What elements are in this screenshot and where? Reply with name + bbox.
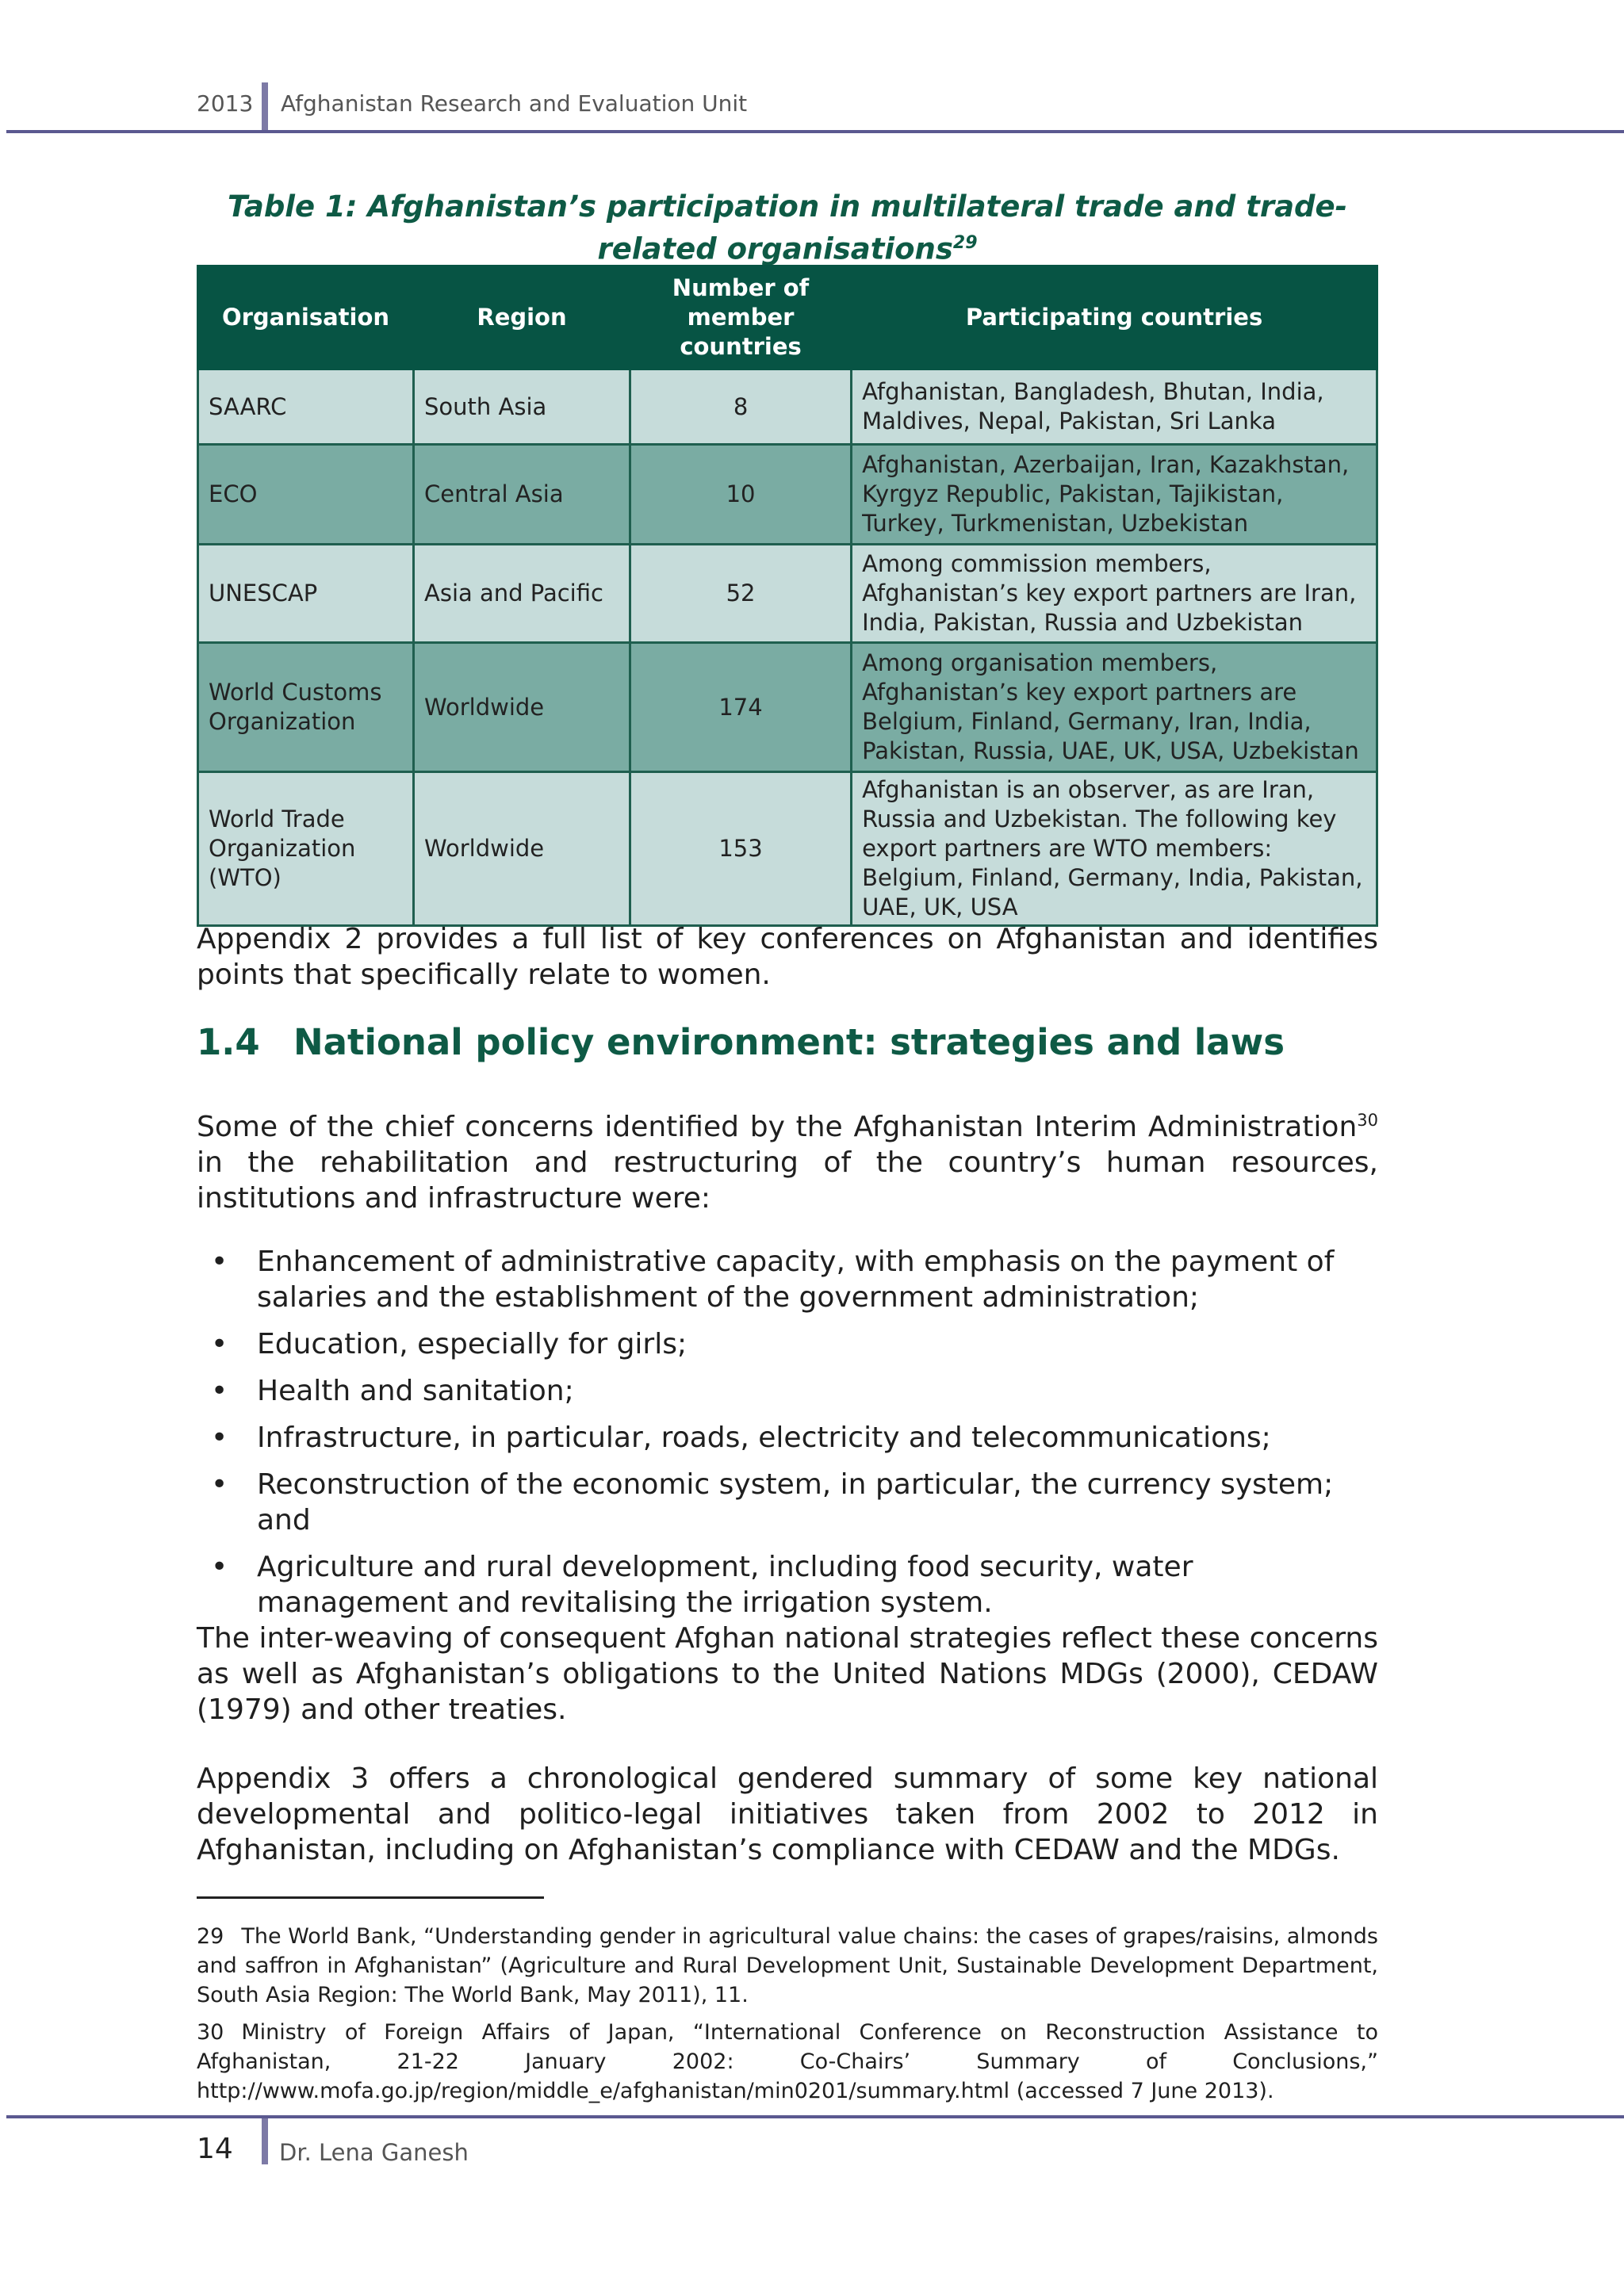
footer-author: Dr. Lena Ganesh	[279, 2139, 469, 2166]
concerns-list	[197, 1244, 1378, 1621]
header-rule	[6, 130, 1624, 133]
page-header	[0, 0, 1624, 133]
footnote-number: 30	[197, 2020, 224, 2045]
table-header-row	[198, 266, 1377, 369]
section-heading	[197, 1020, 1378, 1065]
table-caption-text: Table 1: Afghanistan’s participation in multilateral trade and trade-related organisations	[228, 189, 1347, 266]
list-item: • Reconstruction of the economic system, in particular, the currency system; and	[197, 1467, 1378, 1538]
cell-region: Worldwide	[414, 643, 630, 772]
cell-region: South Asia	[414, 369, 630, 445]
cell-organisation: SAARC	[198, 369, 414, 445]
cell-region: Worldwide	[414, 772, 630, 926]
table-row	[198, 545, 1377, 643]
intro-text-part2: in the rehabilitation and restructuring of the country’s human resources, institutions and infrastructure were:	[197, 1146, 1378, 1215]
list-item: • Education, especially for girls;	[197, 1326, 1378, 1362]
list-item: • Enhancement of administrative capacity, with emphasis on the payment of salaries and the establishment of the government administration;	[197, 1244, 1378, 1315]
footer-rule	[6, 2115, 1624, 2118]
trade-organisations-table	[197, 265, 1378, 927]
cell-countries: Among commission members, Afghanistan’s key export partners are Iran, India, Pakistan, Russia and Uzbekistan	[852, 545, 1377, 643]
table-caption	[197, 189, 1378, 267]
cell-members: 10	[630, 445, 852, 545]
table-row	[198, 772, 1377, 926]
list-item: • Health and sanitation;	[197, 1373, 1378, 1409]
section-title: National policy environment: strategies and laws	[293, 1021, 1285, 1063]
footnote-text: The World Bank, “Understanding gender in agricultural value chains: the cases of grapes/raisins, almonds and saffron in Afghanistan” (Agriculture and Rural Development Unit, Sustainable Development Department, South Asia Region: The World Bank, May 2011), 11.	[197, 1924, 1378, 2007]
footnote-text: Ministry of Foreign Affairs of Japan, “International Conference on Reconstruction Assistance to Afghanistan, 21-22 January 2002: Co-Chairs’ Summary of Conclusions,” http://www.mofa.go.jp/region/middle_e/afghanistan/min0201/summary.html (accessed 7 June 2013).	[197, 2020, 1378, 2103]
header-divider	[262, 82, 268, 132]
cell-members: 8	[630, 369, 852, 445]
header-organization: Afghanistan Research and Evaluation Unit	[281, 90, 748, 117]
cell-organisation: World Trade Organization (WTO)	[198, 772, 414, 926]
cell-members: 153	[630, 772, 852, 926]
footnote-separator	[197, 1896, 544, 1899]
table-row	[198, 369, 1377, 445]
cell-region: Central Asia	[414, 445, 630, 545]
cell-region: Asia and Pacific	[414, 545, 630, 643]
table-row	[198, 643, 1377, 772]
list-item: • Infrastructure, in particular, roads, electricity and telecommunications;	[197, 1420, 1378, 1456]
header-year: 2013	[197, 90, 254, 117]
cell-countries: Afghanistan, Bangladesh, Bhutan, India, Maldives, Nepal, Pakistan, Sri Lanka	[852, 369, 1377, 445]
concerns-list-container	[197, 1244, 1378, 1632]
footnote-29	[197, 1922, 1378, 2010]
intro-paragraph	[197, 1103, 1378, 1216]
table-row	[198, 445, 1377, 545]
cell-countries: Afghanistan is an observer, as are Iran, Russia and Uzbekistan. The following key export partners are WTO members: Belgium, Finland, Germany, India, Pakistan, UAE, UK, USA	[852, 772, 1377, 926]
appendix2-paragraph: Appendix 2 provides a full list of key conferences on Afghanistan and identifies points that specifically relate to women.	[197, 923, 1378, 991]
intro-text-part1: Some of the chief concerns identified by the Afghanistan Interim Administration	[197, 1111, 1358, 1143]
section-number: 1.4	[197, 1021, 260, 1063]
column-header-region: Region	[414, 266, 630, 369]
list-item: • Agriculture and rural development, including food security, water management and revitalising the irrigation system.	[197, 1549, 1378, 1621]
appendix3-paragraph: Appendix 3 offers a chronological gendered summary of some key national developmental and politico-legal initiatives taken from 2002 to 2012 in Afghanistan, including on Afghanistan’s compliance with CEDAW and the MDGs.	[197, 1762, 1378, 1866]
cell-countries: Afghanistan, Azerbaijan, Iran, Kazakhstan, Kyrgyz Republic, Pakistan, Tajikistan, Turkey, Turkmenistan, Uzbekistan	[852, 445, 1377, 545]
cell-organisation: World Customs Organization	[198, 643, 414, 772]
cell-countries: Among organisation members, Afghanistan’s key export partners are Belgium, Finland, Germany, Iran, India, Pakistan, Russia, UAE, UK, USA, Uzbekistan	[852, 643, 1377, 772]
footer-divider	[262, 2118, 268, 2164]
column-header-members: Number of member countries	[630, 266, 852, 369]
page-number: 14	[197, 2133, 233, 2165]
intro-footnote-ref: 30	[1357, 1111, 1378, 1130]
footnote-number: 29	[197, 1924, 224, 1949]
column-header-organisation: Organisation	[198, 266, 414, 369]
table-caption-footnote-ref: 29	[952, 233, 978, 253]
cell-organisation: UNESCAP	[198, 545, 414, 643]
interweaving-paragraph: The inter-weaving of consequent Afghan national strategies reflect these concerns as well as Afghanistan’s obligations to the United Nations MDGs (2000), CEDAW (1979) and other treaties.	[197, 1622, 1378, 1726]
cell-organisation: ECO	[198, 445, 414, 545]
cell-members: 52	[630, 545, 852, 643]
footnote-30	[197, 2018, 1378, 2106]
column-header-countries: Participating countries	[852, 266, 1377, 369]
cell-members: 174	[630, 643, 852, 772]
